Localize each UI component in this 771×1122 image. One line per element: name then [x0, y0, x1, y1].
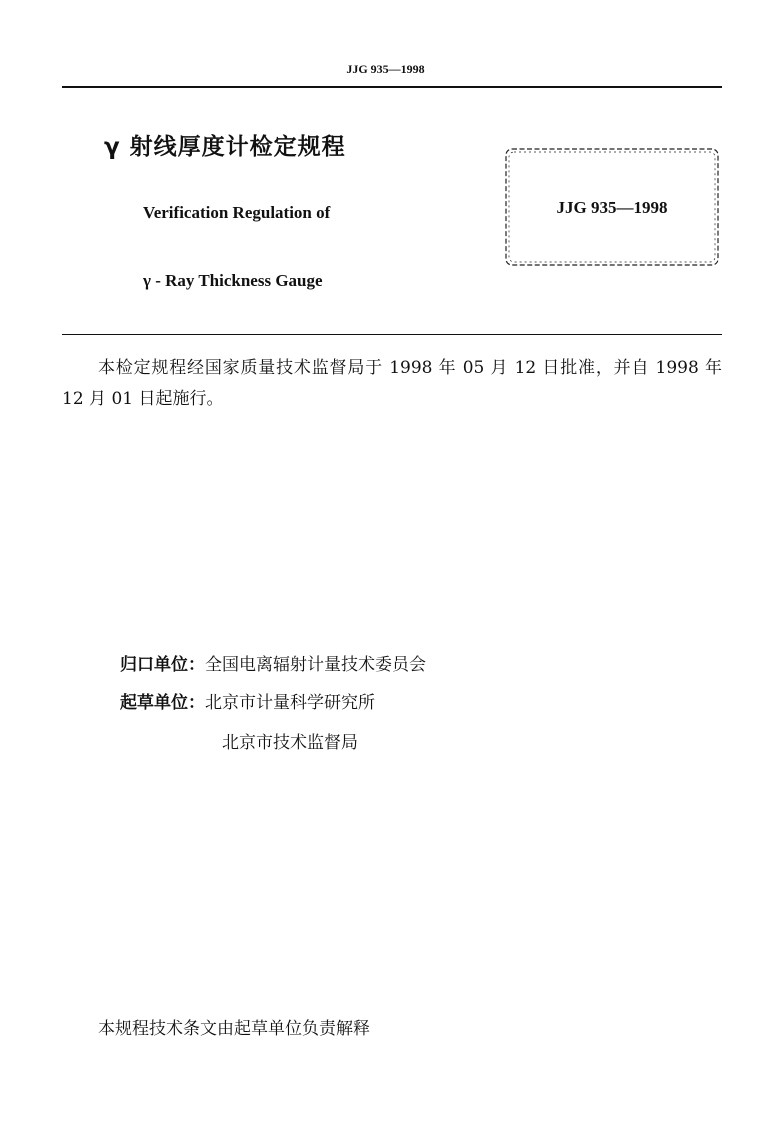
title-chinese: γ 射线厚度计检定规程 [104, 134, 346, 160]
code-box-text: JJG 935—1998 [556, 198, 668, 217]
responsible-label: 归口单位： [120, 655, 205, 675]
header-standard-code: JJG 935—1998 [346, 62, 425, 76]
title-english-line-1: Verification Regulation of [143, 203, 331, 222]
drafting-value-2: 北京市技术监督局 [222, 733, 358, 753]
top-rule [62, 86, 722, 88]
title-english-line-2: γ - Ray Thickness Gauge [143, 271, 323, 290]
approval-notice: 本检定规程经国家质量技术监督局于 1998 年 05 月 12 日批准，并自 1998 年 12 月 01 日起施行。 [62, 358, 722, 409]
drafting-organization-row [120, 688, 375, 713]
middle-rule [62, 334, 722, 335]
interpretation-note: 本规程技术条文由起草单位负责解释 [98, 1019, 370, 1039]
standard-code-box [503, 146, 721, 268]
responsible-value: 全国电离辐射计量技术委员会 [205, 655, 426, 675]
responsible-organization-row [120, 650, 426, 675]
drafting-label: 起草单位： [120, 693, 205, 713]
drafting-value-1: 北京市计量科学研究所 [205, 693, 375, 713]
